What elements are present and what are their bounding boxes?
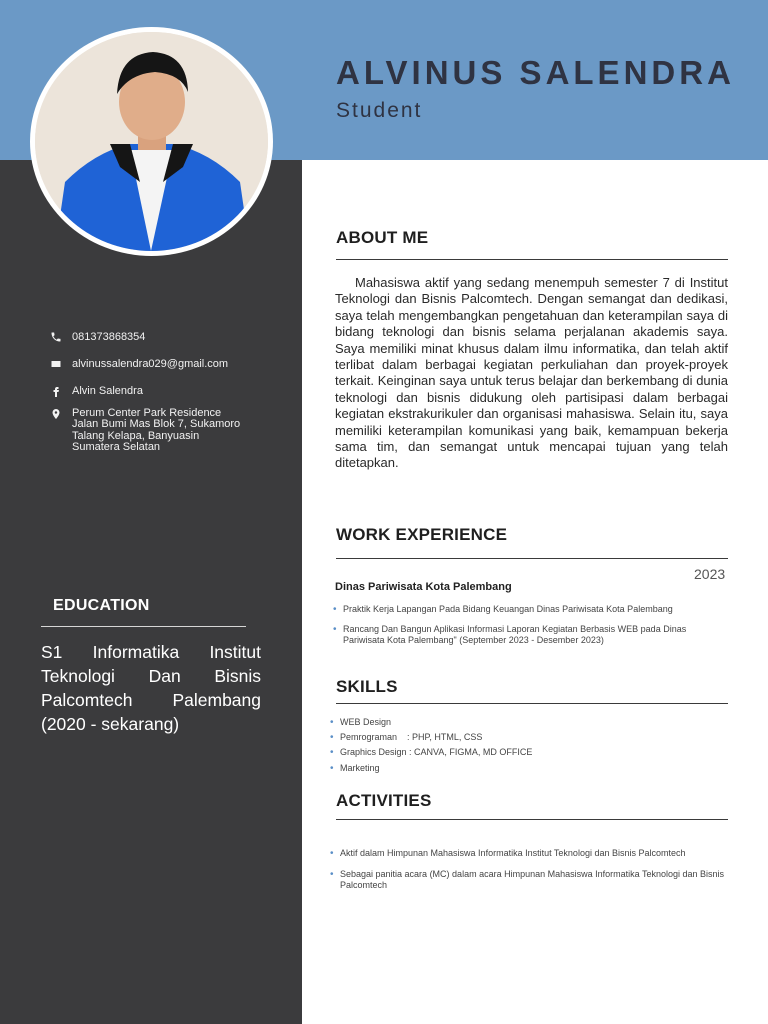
work-company: Dinas Pariwisata Kota Palembang <box>335 581 512 593</box>
location-pin-icon <box>50 408 64 422</box>
work-list <box>333 604 729 646</box>
contact-address <box>50 408 290 453</box>
address-line: Sumatera Selatan <box>72 440 161 453</box>
about-heading: ABOUT ME <box>336 228 429 247</box>
list-item: • Marketing <box>330 763 728 774</box>
address-line: Jalan Bumi Mas Blok 7, Sukamoro <box>72 418 241 431</box>
work-year: 2023 <box>694 566 726 582</box>
email-text: alvinussalendra029@gmail.com <box>72 358 229 370</box>
candidate-name: ALVINUS SALENDRA <box>336 54 735 91</box>
facebook-text: Alvin Salendra <box>72 385 143 397</box>
list-item: • Sebagai panitia acara (MC) dalam acara Himpunan Mahasiswa Informatika Teknologi dan Bisnis Palcomtech <box>330 869 735 891</box>
facebook-icon <box>50 385 64 399</box>
list-item: • Graphics Design : CANVA, FIGMA, MD OFFICE <box>330 747 728 758</box>
contact-facebook <box>50 385 290 399</box>
skills-list <box>330 717 728 774</box>
education-divider <box>41 626 246 627</box>
about-divider <box>336 259 728 260</box>
activities-list <box>330 848 735 891</box>
phone-text: 081373868354 <box>72 331 146 343</box>
activities-divider <box>336 819 728 820</box>
portrait-illustration <box>35 32 268 251</box>
address-line: Talang Kelapa, Banyuasin <box>72 429 200 442</box>
education-heading: EDUCATION <box>53 597 150 614</box>
sidebar <box>0 160 302 1024</box>
contact-email <box>50 358 290 372</box>
list-item: • Rancang Dan Bangun Aplikasi Informasi Laporan Kegiatan Berbasis WEB pada Dinas Pariwisata Kota Palembang" (September 2023 - Desember 2023) <box>333 624 729 646</box>
address-line: Perum Center Park Residence <box>72 407 222 419</box>
list-item: • Praktik Kerja Lapangan Pada Bidang Keuangan Dinas Pariwisata Kota Palembang <box>333 604 729 615</box>
skills-divider <box>336 703 728 704</box>
list-item: • Pemrograman : PHP, HTML, CSS <box>330 732 728 743</box>
skills-heading: SKILLS <box>336 677 398 696</box>
address-text <box>72 408 240 453</box>
list-item: • WEB Design <box>330 717 728 728</box>
candidate-role: Student <box>336 99 423 122</box>
contact-phone <box>50 331 290 345</box>
phone-icon <box>50 331 64 345</box>
activities-heading: ACTIVITIES <box>336 791 432 810</box>
education-text: S1 Informatika Institut Teknologi Dan Bisnis Palcomtech Palembang (2020 - sekarang) <box>41 642 261 734</box>
about-text: Mahasiswa aktif yang sedang menempuh semester 7 di Institut Teknologi dan Bisnis Palcomtech. Dengan semangat dan dedikasi, saya telah mengembangkan pengetahuan dan keterampilan saya di bidang teknologi dan bisnis selama perjalanan akademis saya. Saya memiliki minat khusus dalam ilmu informatika, dan telah aktif terlibat dalam berbagai kegiatan perkuliahan dan proyek-proyek terkait. Keinginan saya untuk terus belajar dan berkembang di dunia teknologi dan bisnis didukung oleh partisipasi dalam berbagai kegiatan ekstrakurikuler dan organisasi mahasiswa. Selain itu, saya memiliki keterampilan komunikasi yang baik, kemampuan bekerja sama tim, dan semangat untuk mencapai tujuan yang telah ditetapkan. <box>335 275 728 471</box>
work-divider <box>336 558 728 559</box>
email-icon <box>50 358 64 372</box>
profile-photo <box>35 32 268 251</box>
list-item: • Aktif dalam Himpunan Mahasiswa Informatika Institut Teknologi dan Bisnis Palcomtech <box>330 848 735 859</box>
work-heading: WORK EXPERIENCE <box>336 525 508 544</box>
